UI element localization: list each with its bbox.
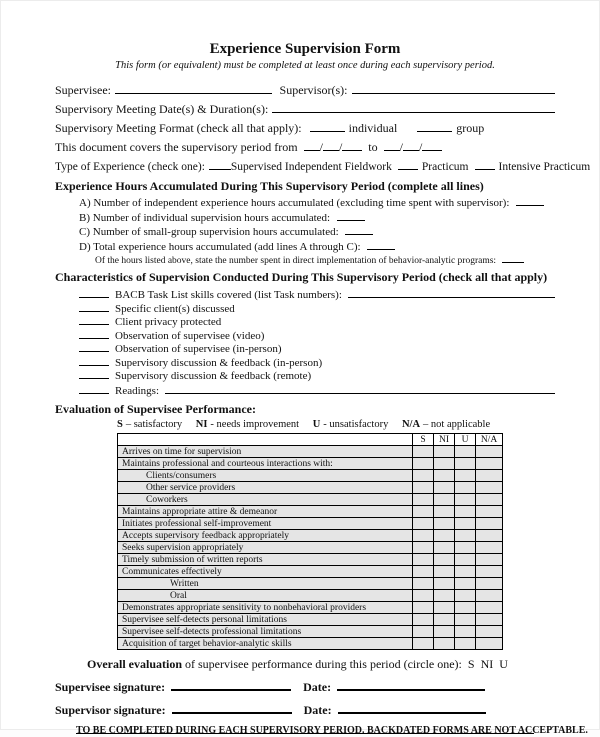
rating-cell-ni[interactable]: [434, 494, 455, 506]
period-from-month-field[interactable]: [304, 140, 320, 151]
hours-note-label: Of the hours listed above, state the number spent in direct implementation of behavior-analytic programs:: [95, 256, 497, 266]
hours-section-heading: Experience Hours Accumulated During This Supervisory Period (complete all lines): [55, 179, 484, 193]
characteristics-list: [55, 287, 555, 397]
characteristic-label: BACB Task List skills covered (list Task numbers):: [115, 289, 342, 301]
table-row: [118, 578, 503, 590]
rating-cell-ni[interactable]: [434, 578, 455, 590]
criterion-label-cell: Timely submission of written reports: [118, 554, 413, 566]
characteristic-item: [79, 383, 555, 398]
rating-cell-na[interactable]: [476, 578, 503, 590]
rating-cell-na[interactable]: [476, 506, 503, 518]
meeting-format-line: [55, 121, 555, 135]
rating-cell-s[interactable]: [413, 494, 434, 506]
hours-item: [79, 240, 555, 255]
signature-field[interactable]: [172, 701, 292, 714]
type-practicum-label: Practicum: [421, 161, 469, 173]
column-header-ni: NI: [434, 434, 455, 446]
period-from-year-field[interactable]: [342, 140, 362, 151]
hours-item-label: A) Number of independent experience hours accumulated (excluding time spent with supervisor):: [79, 197, 510, 209]
hours-item-label: B) Number of individual supervision hours accumulated:: [79, 211, 331, 224]
rating-cell-s[interactable]: [413, 566, 434, 578]
legend-key: U: [312, 419, 321, 430]
supervisor-label: Supervisor(s):: [279, 83, 348, 97]
characteristic-checkbox[interactable]: [79, 315, 109, 325]
table-row: [118, 470, 503, 482]
table-body: [118, 446, 503, 650]
characteristic-checkbox[interactable]: [79, 302, 109, 312]
supervisee-field[interactable]: [115, 83, 272, 94]
characteristic-checkbox[interactable]: [79, 384, 109, 394]
evaluation-section-heading: Evaluation of Supervisee Performance:: [55, 402, 256, 416]
rating-cell-na[interactable]: [476, 614, 503, 626]
hours-value-field[interactable]: [516, 196, 544, 206]
criterion-label-cell: Accepts supervisory feedback appropriately: [118, 530, 413, 542]
characteristics-section-heading: Characteristics of Supervision Conducted During This Supervisory Period (check all that apply): [55, 270, 548, 284]
rating-cell-s[interactable]: [413, 458, 434, 470]
table-row: [118, 506, 503, 518]
characteristic-label: Observation of supervisee (video): [115, 329, 265, 342]
period-prefix: This document covers the supervisory period from: [55, 140, 298, 154]
criteria-column-header: [118, 434, 413, 446]
rating-cell-u[interactable]: [455, 602, 476, 614]
characteristic-checkbox[interactable]: [79, 329, 109, 339]
rating-cell-s[interactable]: [413, 482, 434, 494]
date-slash: /: [338, 140, 343, 154]
rating-cell-u[interactable]: [455, 590, 476, 602]
legend-separator: –: [125, 419, 132, 430]
criterion-label-cell: Clients/consumers: [118, 470, 413, 482]
table-row: [118, 494, 503, 506]
table-row: [118, 446, 503, 458]
rating-cell-s[interactable]: [413, 518, 434, 530]
rating-cell-na[interactable]: [476, 446, 503, 458]
criterion-label-cell: Seeks supervision appropriately: [118, 542, 413, 554]
rating-legend: [117, 419, 555, 431]
rating-cell-na[interactable]: [476, 590, 503, 602]
rating-cell-ni[interactable]: [434, 602, 455, 614]
table-row: [118, 458, 503, 470]
type-practicum-checkbox[interactable]: [398, 159, 418, 170]
rating-cell-ni[interactable]: [434, 614, 455, 626]
legend-separator: -: [323, 419, 327, 430]
characteristic-label: Supervisory discussion & feedback (in-person): [115, 356, 323, 369]
table-row: [118, 530, 503, 542]
period-to-day-field[interactable]: [403, 140, 419, 151]
criterion-label-cell: Demonstrates appropriate sensitivity to nonbehavioral providers: [118, 602, 413, 614]
overall-evaluation-choices[interactable]: S NI U: [467, 657, 508, 671]
rating-cell-u[interactable]: [455, 518, 476, 530]
meeting-date-label: Supervisory Meeting Date(s) & Duration(s):: [55, 102, 269, 116]
rating-cell-ni[interactable]: [434, 518, 455, 530]
hours-value-field[interactable]: [367, 240, 395, 250]
rating-cell-u[interactable]: [455, 614, 476, 626]
format-individual-label: individual: [348, 121, 398, 135]
overall-evaluation-label: Overall evaluation: [87, 657, 182, 671]
rating-cell-u[interactable]: [455, 566, 476, 578]
period-to-label: to: [368, 140, 378, 154]
hours-item-label: C) Number of small-group supervision hours accumulated:: [79, 226, 339, 238]
legend-separator: –: [423, 419, 429, 430]
rating-cell-ni[interactable]: [434, 470, 455, 482]
table-row: [118, 602, 503, 614]
table-row: [118, 482, 503, 494]
page-subtitle: This form (or equivalent) must be completed at least once during each supervisory period.: [115, 60, 495, 71]
rating-cell-ni[interactable]: [434, 626, 455, 638]
rating-cell-na[interactable]: [476, 494, 503, 506]
rating-cell-s[interactable]: [413, 470, 434, 482]
rating-cell-s[interactable]: [413, 602, 434, 614]
type-fieldwork-checkbox[interactable]: [209, 159, 231, 170]
rating-cell-u[interactable]: [455, 446, 476, 458]
characteristic-detail-field[interactable]: [165, 383, 555, 394]
date-label: Date:: [303, 680, 332, 694]
legend-description: satisfactory: [133, 419, 183, 430]
characteristic-label: Supervisory discussion & feedback (remote): [115, 370, 312, 382]
hours-note-line: [95, 254, 555, 267]
table-row: [118, 554, 503, 566]
characteristic-item: [79, 302, 555, 316]
rating-cell-u[interactable]: [455, 638, 476, 650]
table-row: [118, 614, 503, 626]
rating-cell-s[interactable]: [413, 506, 434, 518]
rating-cell-ni[interactable]: [434, 482, 455, 494]
criterion-label-cell: Initiates professional self-improvement: [118, 518, 413, 530]
characteristic-detail-field[interactable]: [348, 287, 555, 298]
rating-cell-u[interactable]: [455, 530, 476, 542]
hours-item-label: D) Total experience hours accumulated (add lines A through C):: [79, 240, 361, 253]
date-field[interactable]: [338, 701, 486, 714]
rating-cell-na[interactable]: [476, 470, 503, 482]
rating-cell-s[interactable]: [413, 554, 434, 566]
supervisory-period-line: [55, 140, 555, 154]
period-to-year-field[interactable]: [422, 140, 442, 151]
rating-cell-na[interactable]: [476, 602, 503, 614]
hours-value-field[interactable]: [337, 211, 365, 221]
criterion-label-cell: Maintains professional and courteous interactions with:: [118, 458, 413, 470]
performance-evaluation-table: [117, 433, 503, 650]
criterion-label-cell: Acquisition of target behavior-analytic skills: [118, 638, 413, 650]
legend-item: [117, 419, 182, 430]
characteristic-item: [79, 329, 555, 343]
rating-cell-s[interactable]: [413, 638, 434, 650]
column-header-s: S: [413, 434, 434, 446]
column-header-na: N/A: [476, 434, 503, 446]
signature-line: [55, 678, 555, 694]
criterion-label-cell: Communicates effectively: [118, 566, 413, 578]
hours-item: [79, 196, 555, 211]
rating-cell-ni[interactable]: [434, 542, 455, 554]
format-group-checkbox[interactable]: [417, 121, 452, 132]
hours-item: [79, 211, 555, 226]
date-label: Date:: [303, 703, 332, 717]
criterion-label-cell: Supervisee self-detects personal limitations: [118, 614, 413, 626]
characteristic-checkbox[interactable]: [79, 369, 109, 379]
signature-line: [55, 701, 555, 717]
criterion-label-cell: Maintains appropriate attire & demeanor: [118, 506, 413, 518]
table-row: [118, 626, 503, 638]
legend-key: NI: [195, 419, 208, 430]
criterion-label-cell: Arrives on time for supervision: [118, 446, 413, 458]
characteristic-item: [79, 342, 555, 356]
legend-description: needs improvement: [216, 419, 300, 430]
legend-separator: -: [210, 419, 214, 430]
rating-cell-u[interactable]: [455, 554, 476, 566]
rating-cell-ni[interactable]: [434, 554, 455, 566]
rating-cell-na[interactable]: [476, 638, 503, 650]
characteristic-label: Specific client(s) discussed: [115, 302, 235, 315]
rating-cell-u[interactable]: [455, 626, 476, 638]
rating-cell-ni[interactable]: [434, 590, 455, 602]
rating-cell-ni[interactable]: [434, 638, 455, 650]
legend-description: unsatisfactory: [329, 419, 389, 430]
meeting-date-line: [55, 102, 555, 116]
date-field[interactable]: [337, 678, 485, 691]
rating-cell-na[interactable]: [476, 482, 503, 494]
legend-key: S: [117, 419, 123, 430]
table-row: [118, 518, 503, 530]
table-row: [118, 566, 503, 578]
legend-item: [196, 419, 299, 430]
type-fieldwork-label: Supervised Independent Fieldwork: [230, 161, 392, 173]
table-row: [118, 542, 503, 554]
page-title: Experience Supervision Form: [209, 41, 401, 57]
rating-cell-ni[interactable]: [434, 506, 455, 518]
rating-cell-na[interactable]: [476, 530, 503, 542]
legend-item: [402, 419, 490, 430]
supervisee-label: Supervisee:: [55, 83, 111, 97]
criterion-label-cell: Written: [118, 578, 413, 590]
rating-cell-u[interactable]: [455, 470, 476, 482]
hours-value-field[interactable]: [345, 225, 373, 235]
rating-cell-na[interactable]: [476, 518, 503, 530]
criterion-label-cell: Oral: [118, 590, 413, 602]
rating-cell-u[interactable]: [455, 542, 476, 554]
hours-items-list: [55, 196, 555, 254]
table-header: [118, 434, 503, 446]
characteristic-checkbox[interactable]: [79, 342, 109, 352]
period-to-month-field[interactable]: [384, 140, 400, 151]
criterion-label-cell: Coworkers: [118, 494, 413, 506]
signature-field[interactable]: [171, 678, 291, 691]
legend-item: [313, 419, 389, 430]
rating-cell-s[interactable]: [413, 590, 434, 602]
characteristic-label: Readings:: [115, 384, 159, 397]
rating-cell-s[interactable]: [413, 626, 434, 638]
characteristic-checkbox[interactable]: [79, 288, 109, 298]
rating-cell-na[interactable]: [476, 554, 503, 566]
table-header-row: [118, 434, 503, 446]
meeting-date-field[interactable]: [272, 102, 555, 113]
characteristic-label: Observation of supervisee (in-person): [115, 343, 282, 355]
hours-item: [79, 225, 555, 240]
characteristic-item: [79, 356, 555, 370]
signature-label: Supervisee signature:: [55, 680, 166, 694]
rating-cell-na[interactable]: [476, 542, 503, 554]
characteristic-checkbox[interactable]: [79, 356, 109, 366]
rating-cell-ni[interactable]: [434, 566, 455, 578]
rating-cell-s[interactable]: [413, 542, 434, 554]
rating-cell-ni[interactable]: [434, 458, 455, 470]
type-of-experience-line: [55, 159, 591, 174]
characteristic-label: Client privacy protected: [115, 316, 222, 328]
supervisee-supervisor-line: [55, 83, 555, 97]
table-row: [118, 638, 503, 650]
rating-cell-na[interactable]: [476, 626, 503, 638]
rating-cell-na[interactable]: [476, 458, 503, 470]
rating-cell-ni[interactable]: [434, 446, 455, 458]
type-intensive-practicum-checkbox[interactable]: [475, 159, 495, 170]
rating-cell-u[interactable]: [455, 458, 476, 470]
date-slash: /: [319, 140, 323, 154]
characteristic-item: [79, 369, 555, 383]
rating-cell-na[interactable]: [476, 566, 503, 578]
rating-cell-s[interactable]: [413, 446, 434, 458]
rating-cell-u[interactable]: [455, 494, 476, 506]
signature-label: Supervisor signature:: [55, 703, 166, 717]
rating-cell-ni[interactable]: [434, 530, 455, 542]
hours-note-field[interactable]: [502, 254, 524, 263]
rating-cell-u[interactable]: [455, 578, 476, 590]
date-slash: /: [418, 140, 423, 154]
rating-cell-u[interactable]: [455, 482, 476, 494]
footer-note-text: TO BE COMPLETED DURING EACH SUPERVISORY PERIOD. BACKDATED FORMS ARE NOT ACCEPTABLE.: [76, 725, 588, 736]
legend-description: not applicable: [430, 419, 491, 430]
column-header-u: U: [455, 434, 476, 446]
supervisor-field[interactable]: [352, 83, 555, 94]
date-slash: /: [399, 140, 403, 154]
meeting-format-label: Supervisory Meeting Format (check all that apply):: [55, 121, 302, 135]
type-intensive-practicum-label: Intensive Practicum: [498, 161, 591, 173]
period-from-day-field[interactable]: [323, 140, 339, 151]
rating-cell-s[interactable]: [413, 530, 434, 542]
signatures-block: [55, 678, 555, 717]
rating-cell-s[interactable]: [413, 614, 434, 626]
format-group-label: group: [456, 121, 485, 135]
legend-key: N/A: [401, 419, 421, 430]
overall-evaluation-line: [87, 657, 555, 671]
type-of-experience-label: Type of Experience (check one):: [55, 161, 205, 173]
rating-cell-s[interactable]: [413, 578, 434, 590]
characteristic-item: [79, 315, 555, 329]
criterion-label-cell: Other service providers: [118, 482, 413, 494]
characteristic-item: [79, 287, 555, 302]
overall-evaluation-text: of supervisee performance during this period (circle one):: [182, 657, 462, 671]
format-individual-checkbox[interactable]: [310, 121, 345, 132]
rating-cell-u[interactable]: [455, 506, 476, 518]
footer-note: [76, 724, 588, 736]
criterion-label-cell: Supervisee self-detects professional limitations: [118, 626, 413, 638]
table-row: [118, 590, 503, 602]
